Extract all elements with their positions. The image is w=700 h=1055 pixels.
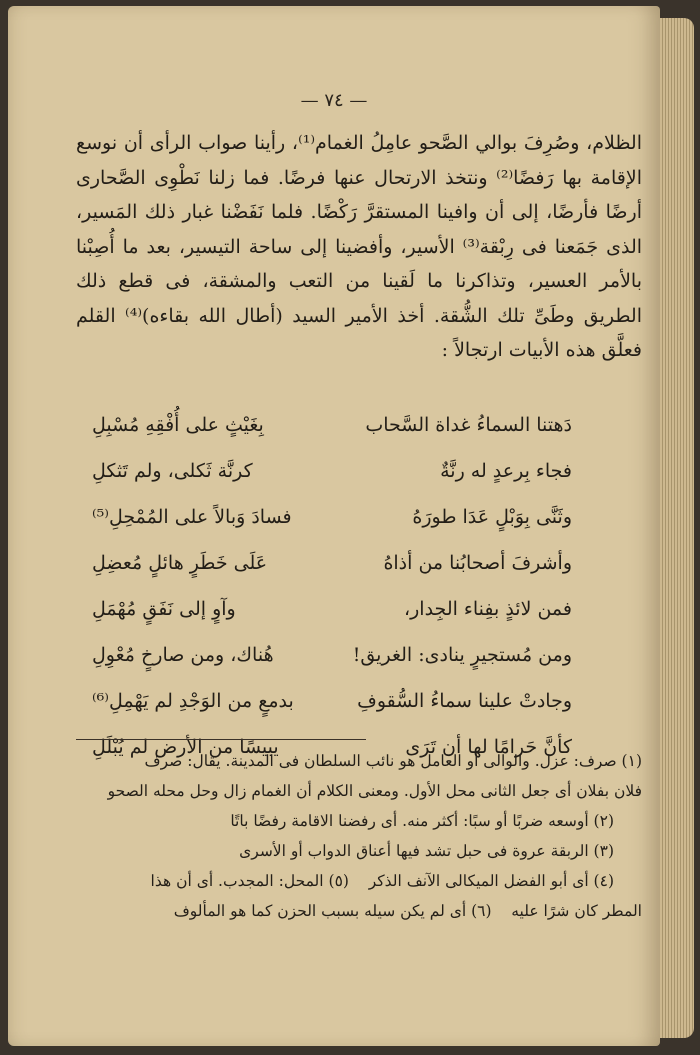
poem-verses — [92, 402, 572, 770]
footnote-1: (١) صرف: عزل. والوالى أو العامل هو نائب السلطان فى المدينة. يقال: صرف — [144, 752, 642, 770]
verse-first-hemistich: وجادتْ علينا سماءُ السُّقوفِ — [357, 690, 572, 712]
verse-line — [92, 494, 572, 540]
verse-second-hemistich: فسادَ وَبالاً على المُمْحِلِ⁽⁵⁾ — [92, 506, 292, 528]
verse-first-hemistich: فجاء بِرعدٍ له رنَّةٌ — [440, 460, 572, 482]
verse-second-hemistich: بِغَيْثٍ على أُفْقِهِ مُسْبِلِ — [92, 414, 264, 436]
verse-second-hemistich: يبيسًا من الأرض لم يُبْلَلِ — [92, 736, 279, 758]
footnote-2: (٢) أوسعه ضربًا أو سبًا: أكثر منه. أى رفضنا الاقامة رفضًا باتًا — [230, 812, 614, 830]
prose-paragraph — [76, 126, 642, 368]
verse-line — [92, 678, 572, 724]
page-edges — [660, 18, 694, 1038]
verse-second-hemistich: هُناك، ومن صارخٍ مُعْوِلِ — [92, 644, 274, 666]
verse-first-hemistich: وأشرفَ أصحابُنا من أذاهُ — [383, 552, 572, 574]
verse-first-hemistich: كأنَّ حَرامًا لها أن تَرَى — [405, 736, 572, 758]
verse-first-hemistich: ومن مُستجيرٍ ينادى: الغريق! — [352, 644, 572, 666]
footnote-5-6 — [76, 896, 642, 926]
footnote-3: (٣) الربقة عروة فى حبل تشد فيها أعناق الدواب أو الأسرى — [239, 842, 614, 860]
footnote-4: (٤) أى أبو الفضل الميكالى الآنف الذكر — [368, 872, 614, 890]
footnote-4-5 — [76, 866, 642, 896]
verse-second-hemistich: بدمعٍ من الوَجْدِ لم يَهْمِلِ⁽⁶⁾ — [92, 690, 294, 712]
verse-first-hemistich: دَهتنا السماءُ غداة السَّحاب — [365, 414, 572, 436]
footnote-5: (٥) المحل: المجدب. أى أن هذا — [150, 872, 349, 890]
verse-second-hemistich: كرنَّة ثَكلى، ولم تَثكلِ — [92, 460, 253, 482]
verse-line — [92, 586, 572, 632]
verse-first-hemistich: فمن لائذٍ بفِناء الجِدار، — [404, 598, 572, 620]
verse-line — [92, 632, 572, 678]
page-number: — ٧٤ — — [300, 90, 368, 111]
prose-text: الظلام، وصُرِفَ بوالي الصَّحو عامِلُ الغمام⁽¹⁾، رأينا صواب الرأى أن نوسع الإقامة بها رَفضًا⁽²⁾ ونتخذ الارتحال عنها فرضًا. فما زلنا نَطْوِى الصَّحارى أرضًا فأرضًا، إلى أن وافينا المستقرَّ رَكْضًا. فلما نَفَضْنا غبار ذلك المَسير، الذى جَمَعنا فى رِبْقة⁽³⁾ الأسير، وأفضينا إلى ساحة التيسير، بعد ما أُصِبْنا بالأمر العسير، وتذاكرنا ما لَقينا من التعب والمشقة، فى قطع ذلك الطريق وطَىِّ تلك الشُّقة. أخذ الأمير السيد (أطال الله بقاءه)⁽⁴⁾ القلم فعلَّق هذه الأبيات ارتجالاً : — [76, 132, 643, 361]
verse-second-hemistich: عَلَى خَطَرٍ هائلٍ مُعضِلِ — [92, 552, 268, 574]
verse-second-hemistich: وآوٍ إلى نَفَقٍ مُهْمَلِ — [92, 598, 236, 620]
verse-line — [92, 540, 572, 586]
footnote-1-continued: فلان بفلان أى جعل الثانى محل الأول. ومعنى الكلام أن الغمام زال وحل محله الصحو — [107, 782, 642, 800]
footnote-6: (٦) أى لم يكن سيله بسبب الحزن كما هو المألوف — [173, 902, 492, 920]
footnote-divider — [76, 739, 366, 740]
book-page — [8, 6, 660, 1046]
footnotes — [76, 746, 642, 926]
verse-line — [92, 402, 572, 448]
footnote-5-continued: المطر كان شرًا عليه — [511, 902, 642, 920]
verse-first-hemistich: وثَنَّى بِوَبْلٍ عَدَا طورَهُ — [412, 506, 572, 528]
verse-line — [92, 448, 572, 494]
